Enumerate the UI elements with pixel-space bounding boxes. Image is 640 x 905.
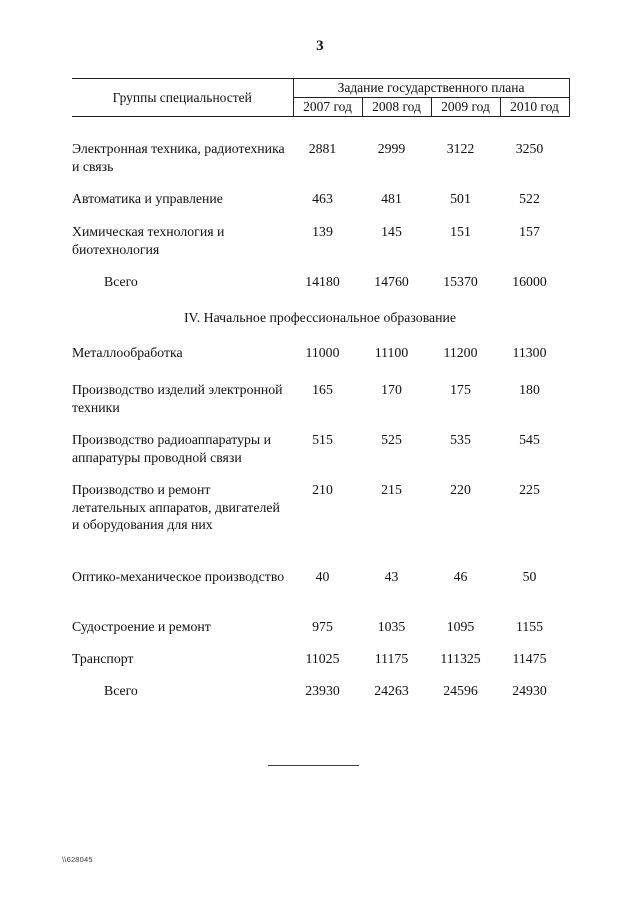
row-values [288,431,569,449]
table-cell: 16000 [512,274,547,289]
row-values [288,381,569,399]
archive-footer-code: \\628045 [62,855,93,864]
table-cell: 2881 [308,141,337,156]
table-cell: 1155 [515,619,544,634]
table-cell: 3122 [446,141,475,156]
row-values [288,481,569,499]
header-cell-year-2008: 2008 год [362,98,431,117]
table-cell: 46 [453,569,468,584]
row-values [288,650,569,668]
table-cell: 111325 [440,651,481,666]
table-cell: 24263 [374,683,409,698]
table-cell: 3250 [515,141,544,156]
table-cell: 1035 [377,619,406,634]
table-cell: 11100 [374,345,409,360]
table-cell: 170 [381,382,402,397]
plan-table-header [72,78,570,117]
row-values [288,344,569,362]
table-cell: 14180 [305,274,340,289]
table-cell: 14760 [374,274,409,289]
row-label: Производство радиоаппаратуры и аппаратуры проводной связи [72,432,272,465]
table-cell: 15370 [443,274,478,289]
table-cell: 225 [519,482,540,497]
table-cell: 481 [381,191,402,206]
table-cell: 43 [384,569,399,584]
table-cell: 463 [312,191,333,206]
table-cell: 11025 [305,651,340,666]
table-cell: 139 [312,224,333,239]
row-label-total: Всего [104,274,138,289]
table-cell: 180 [519,382,540,397]
table-header-row-top [72,79,569,98]
section-heading: IV. Начальное профессиональное образование [183,310,457,325]
table-cell: 145 [381,224,402,239]
row-label: Автоматика и управление [72,191,223,206]
table-cell: 215 [381,482,402,497]
table-cell: 11300 [512,345,547,360]
header-cell-year-2009: 2009 год [431,98,500,117]
table-cell: 40 [315,569,330,584]
table-cell: 24930 [512,683,547,698]
row-values [288,682,569,700]
row-label: Оптико-механическое производство [72,569,285,584]
row-values [288,190,569,208]
table-cell: 515 [312,432,333,447]
table-cell: 545 [519,432,540,447]
table-cell: 2999 [377,141,406,156]
row-label: Судостроение и ремонт [72,619,211,634]
table-cell: 535 [450,432,471,447]
table-cell: 11000 [305,345,340,360]
section-divider-rule [268,765,359,766]
row-label: Производство и ремонт летательных аппаратов, двигателей и оборудования для них [72,482,280,532]
header-cell-state-plan-task: Задание государственного плана [293,79,569,98]
table-cell: 23930 [305,683,340,698]
table-cell: 165 [312,382,333,397]
table-cell: 975 [312,619,333,634]
row-label-total: Всего [104,683,138,698]
table-cell: 151 [450,224,471,239]
row-label: Производство изделий электронной техники [72,382,283,415]
table-cell: 522 [519,191,540,206]
table-cell: 175 [450,382,471,397]
table-cell: 11175 [374,651,409,666]
table-cell: 24596 [443,683,478,698]
table-cell: 1095 [446,619,475,634]
row-label: Транспорт [72,651,134,666]
table-cell: 157 [519,224,540,239]
row-values [288,223,569,241]
table-cell: 11200 [443,345,478,360]
table-cell: 525 [381,432,402,447]
table-cell: 11475 [512,651,547,666]
table-cell: 210 [312,482,333,497]
row-label: Электронная техника, радиотехника и связь [72,141,285,174]
row-values [288,273,569,291]
row-label: Химическая технология и биотехнология [72,224,225,257]
row-label: Металлообработка [72,345,183,360]
header-cell-year-2007: 2007 год [293,98,362,117]
row-values [288,140,569,158]
header-cell-year-2010: 2010 год [500,98,569,117]
table-cell: 501 [450,191,471,206]
page-number: 3 [316,38,324,54]
table-cell: 50 [522,569,537,584]
row-values [288,568,569,586]
table-cell: 220 [450,482,471,497]
header-cell-specialty-groups: Группы специальностей [72,79,293,117]
row-values [288,618,569,636]
